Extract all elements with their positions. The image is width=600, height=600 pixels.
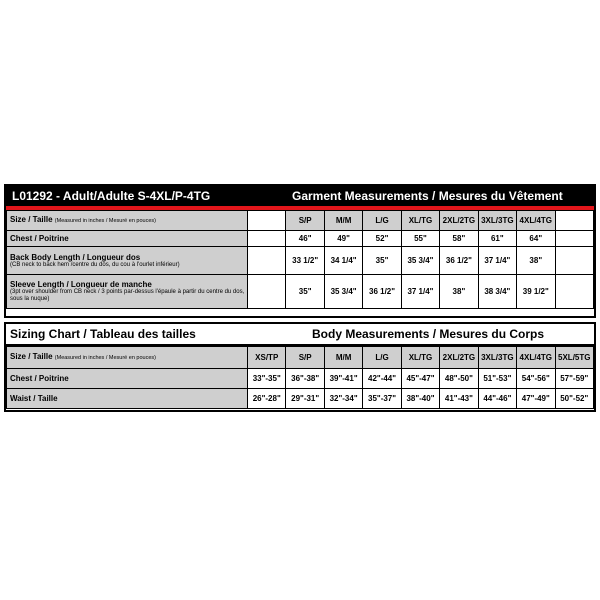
garment-size-header: XL/TG bbox=[401, 211, 439, 231]
garment-row-label-text: Chest / Poitrine bbox=[10, 234, 69, 243]
garment-size-label bbox=[7, 211, 248, 231]
body-row bbox=[7, 369, 594, 389]
garment-row bbox=[7, 247, 594, 275]
body-size-header: 3XL/3TG bbox=[478, 347, 516, 369]
garment-measurements-section bbox=[4, 184, 596, 318]
body-row bbox=[7, 389, 594, 409]
product-title: L01292 - Adult/Adulte S-4XL/P-4TG bbox=[12, 189, 211, 203]
body-value-cell: 54"-56" bbox=[517, 369, 555, 389]
garment-value-cell: 52" bbox=[363, 231, 401, 247]
body-value-cell: 36"-38" bbox=[286, 369, 324, 389]
garment-size-header: L/G bbox=[363, 211, 401, 231]
garment-row-label-subtext: (CB neck to back hem /centre du dos, du cou à l'ourlet inférieur) bbox=[10, 261, 180, 268]
body-value-cell: 38"-40" bbox=[401, 389, 439, 409]
garment-size-header: S/P bbox=[286, 211, 324, 231]
body-value-cell: 33"-35" bbox=[248, 369, 286, 389]
garment-value-cell: 35" bbox=[363, 247, 401, 275]
body-size-label-note: (Measured in inches / Mesuré en pouces) bbox=[54, 355, 156, 361]
garment-value-cell: 38" bbox=[440, 275, 478, 309]
garment-value-cell bbox=[248, 231, 286, 247]
garment-value-cell: 64" bbox=[517, 231, 555, 247]
garment-value-cell: 34 1/4" bbox=[324, 247, 362, 275]
garment-table bbox=[6, 210, 594, 309]
sizing-chart-title: Sizing Chart / Tableau des tailles bbox=[10, 327, 196, 341]
body-size-header: XS/TP bbox=[248, 347, 286, 369]
body-size-row bbox=[7, 347, 594, 369]
garment-value-cell bbox=[555, 231, 594, 247]
garment-size-row bbox=[7, 211, 594, 231]
garment-value-cell: 58" bbox=[440, 231, 478, 247]
body-row-label bbox=[7, 369, 248, 389]
garment-value-cell: 37 1/4" bbox=[478, 247, 516, 275]
body-value-cell: 39"-41" bbox=[324, 369, 362, 389]
body-size-header: 2XL/2TG bbox=[440, 347, 478, 369]
garment-value-cell: 33 1/2" bbox=[286, 247, 324, 275]
garment-value-cell bbox=[248, 247, 286, 275]
garment-row-label-text: Back Body Length / Longueur dos bbox=[10, 252, 141, 262]
body-size-header: S/P bbox=[286, 347, 324, 369]
body-size-header: 4XL/4TG bbox=[517, 347, 555, 369]
garment-row-label bbox=[7, 275, 248, 309]
body-size-header: XL/TG bbox=[401, 347, 439, 369]
garment-size-header bbox=[555, 211, 594, 231]
garment-row bbox=[7, 275, 594, 309]
garment-value-cell: 35 3/4" bbox=[401, 247, 439, 275]
garment-row bbox=[7, 231, 594, 247]
garment-size-label-text: Size / Taille bbox=[10, 215, 53, 224]
body-row-label bbox=[7, 389, 248, 409]
garment-size-label-note: (Measured in inches / Mesuré en pouces) bbox=[54, 218, 156, 224]
body-value-cell: 29"-31" bbox=[286, 389, 324, 409]
garment-value-cell bbox=[248, 275, 286, 309]
garment-value-cell: 38" bbox=[517, 247, 555, 275]
garment-row-label bbox=[7, 231, 248, 247]
body-value-cell: 48"-50" bbox=[440, 369, 478, 389]
garment-size-header: M/M bbox=[324, 211, 362, 231]
sizing-chart-title-bar bbox=[6, 324, 594, 346]
body-value-cell: 45"-47" bbox=[401, 369, 439, 389]
body-value-cell: 35"-37" bbox=[363, 389, 401, 409]
garment-value-cell: 49" bbox=[324, 231, 362, 247]
garment-value-cell bbox=[555, 275, 594, 309]
garment-row-label-subtext: (3pt over shoulder from CB neck / 3 points par-dessus l'épaule à partir du centre du dos, sous la nuque) bbox=[10, 289, 245, 302]
body-table bbox=[6, 346, 594, 409]
body-size-label bbox=[7, 347, 248, 369]
garment-size-header: 4XL/4TG bbox=[517, 211, 555, 231]
garment-value-cell: 38 3/4" bbox=[478, 275, 516, 309]
garment-size-header: 2XL/2TG bbox=[440, 211, 478, 231]
body-value-cell: 42"-44" bbox=[363, 369, 401, 389]
body-value-cell: 57"-59" bbox=[555, 369, 594, 389]
body-value-cell: 50"-52" bbox=[555, 389, 594, 409]
garment-value-cell: 36 1/2" bbox=[440, 247, 478, 275]
body-measurements-section bbox=[4, 322, 596, 412]
garment-title-bar bbox=[6, 186, 594, 206]
body-value-cell: 47"-49" bbox=[517, 389, 555, 409]
body-value-cell: 26"-28" bbox=[248, 389, 286, 409]
garment-value-cell: 61" bbox=[478, 231, 516, 247]
garment-value-cell: 39 1/2" bbox=[517, 275, 555, 309]
garment-value-cell: 46" bbox=[286, 231, 324, 247]
garment-value-cell bbox=[555, 247, 594, 275]
body-value-cell: 41"-43" bbox=[440, 389, 478, 409]
garment-measurements-title: Garment Measurements / Mesures du Vêtement bbox=[292, 189, 563, 203]
garment-value-cell: 35 3/4" bbox=[324, 275, 362, 309]
garment-value-cell: 35" bbox=[286, 275, 324, 309]
body-size-header: L/G bbox=[363, 347, 401, 369]
garment-size-header: 3XL/3TG bbox=[478, 211, 516, 231]
garment-size-header bbox=[248, 211, 286, 231]
body-row-label-text: Chest / Poitrine bbox=[10, 374, 69, 383]
garment-row-label bbox=[7, 247, 248, 275]
body-row-label-text: Waist / Taille bbox=[10, 394, 58, 403]
body-value-cell: 32"-34" bbox=[324, 389, 362, 409]
body-size-header: M/M bbox=[324, 347, 362, 369]
garment-value-cell: 36 1/2" bbox=[363, 275, 401, 309]
garment-value-cell: 55" bbox=[401, 231, 439, 247]
body-measurements-title: Body Measurements / Mesures du Corps bbox=[312, 327, 545, 341]
body-value-cell: 51"-53" bbox=[478, 369, 516, 389]
garment-value-cell: 37 1/4" bbox=[401, 275, 439, 309]
body-value-cell: 44"-46" bbox=[478, 389, 516, 409]
body-size-header: 5XL/5TG bbox=[555, 347, 594, 369]
body-size-label-text: Size / Taille bbox=[10, 352, 53, 361]
garment-row-label-text: Sleeve Length / Longueur de manche bbox=[10, 280, 152, 289]
